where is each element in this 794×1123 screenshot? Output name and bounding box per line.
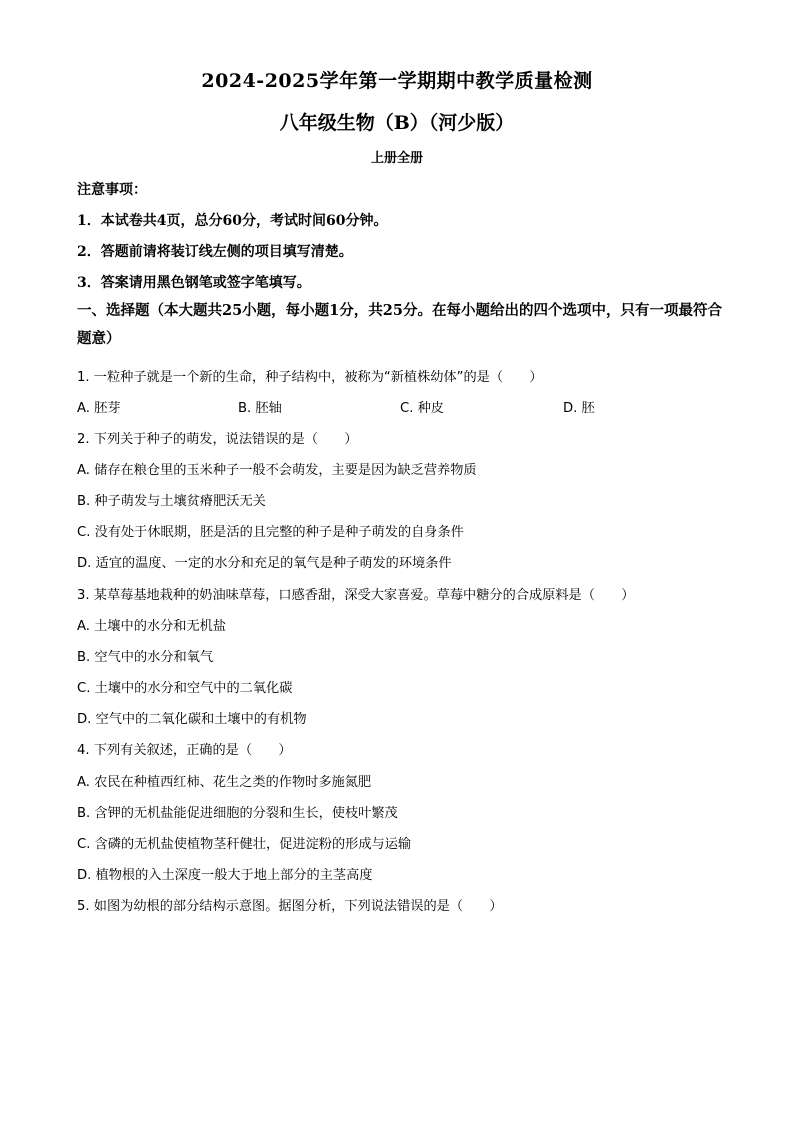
question-4-stem: 4. 下列有关叙述，正确的是（ ） [77,743,292,758]
question-2-option-c: C. 没有处于休眠期，胚是活的且完整的种子是种子萌发的自身条件 [77,525,464,540]
notice-heading: 注意事项： [77,182,147,198]
question-3-option-a: A. 土壤中的水分和无机盐 [77,619,227,634]
notice-item-1: 1．本试卷共4页，总分60分，考试时间60分钟。 [77,213,388,229]
question-4-option-b: B. 含钾的无机盐能促进细胞的分裂和生长，使枝叶繁茂 [77,806,398,821]
question-4-option-a: A. 农民在种植西红柿、花生之类的作物时多施氮肥 [77,775,372,790]
question-1-stem: 1. 一粒种子就是一个新的生命，种子结构中，被称为“新植株幼体”的是（ ） [77,370,543,385]
notice-item-3: 3．答案请用黑色钢笔或签字笔填写。 [77,275,311,291]
question-1-option-d: D. 胚 [563,401,595,416]
question-2-option-b: B. 种子萌发与土壤贫瘠肥沃无关 [77,494,266,509]
question-3-option-d: D. 空气中的二氧化碳和土壤中的有机物 [77,712,307,727]
question-5-stem: 5. 如图为幼根的部分结构示意图。据图分析，下列说法错误的是（ ） [77,899,503,914]
question-3-option-b: B. 空气中的水分和氧气 [77,650,214,665]
exam-scope: 上册全册 [370,151,423,166]
question-2-option-d: D. 适宜的温度、一定的水分和充足的氧气是种子萌发的环境条件 [77,556,452,571]
exam-title: 2024-2025学年第一学期期中教学质量检测 [201,70,593,92]
exam-subtitle: 八年级生物（B）（河少版） [279,112,515,134]
question-2-option-a: A. 储存在粮仓里的玉米种子一般不会萌发，主要是因为缺乏营养物质 [77,463,477,478]
section-heading: 一、选择题（本大题共25小题，每小题1分，共25分。在每小题给出的四个选项中，只有一项最符合题意） [77,302,722,347]
notice-item-2: 2．答题前请将装订线左侧的项目填写清楚。 [77,244,353,260]
question-4-option-c: C. 含磷的无机盐使植物茎秆健壮，促进淀粉的形成与运输 [77,837,412,852]
question-4-option-d: D. 植物根的入土深度一般大于地上部分的主茎高度 [77,868,373,883]
question-3-stem: 3. 某草莓基地栽种的奶油味草莓，口感香甜，深受大家喜爱。草莓中糖分的合成原料是（ ） [77,588,635,603]
question-3-option-c: C. 土壤中的水分和空气中的二氧化碳 [77,681,293,696]
question-2-stem: 2. 下列关于种子的萌发，说法错误的是（ ） [77,432,358,447]
question-1-option-c: C. 种皮 [400,401,444,416]
question-1-option-a: A. 胚芽 [77,401,121,416]
question-1-option-b: B. 胚轴 [238,401,282,416]
